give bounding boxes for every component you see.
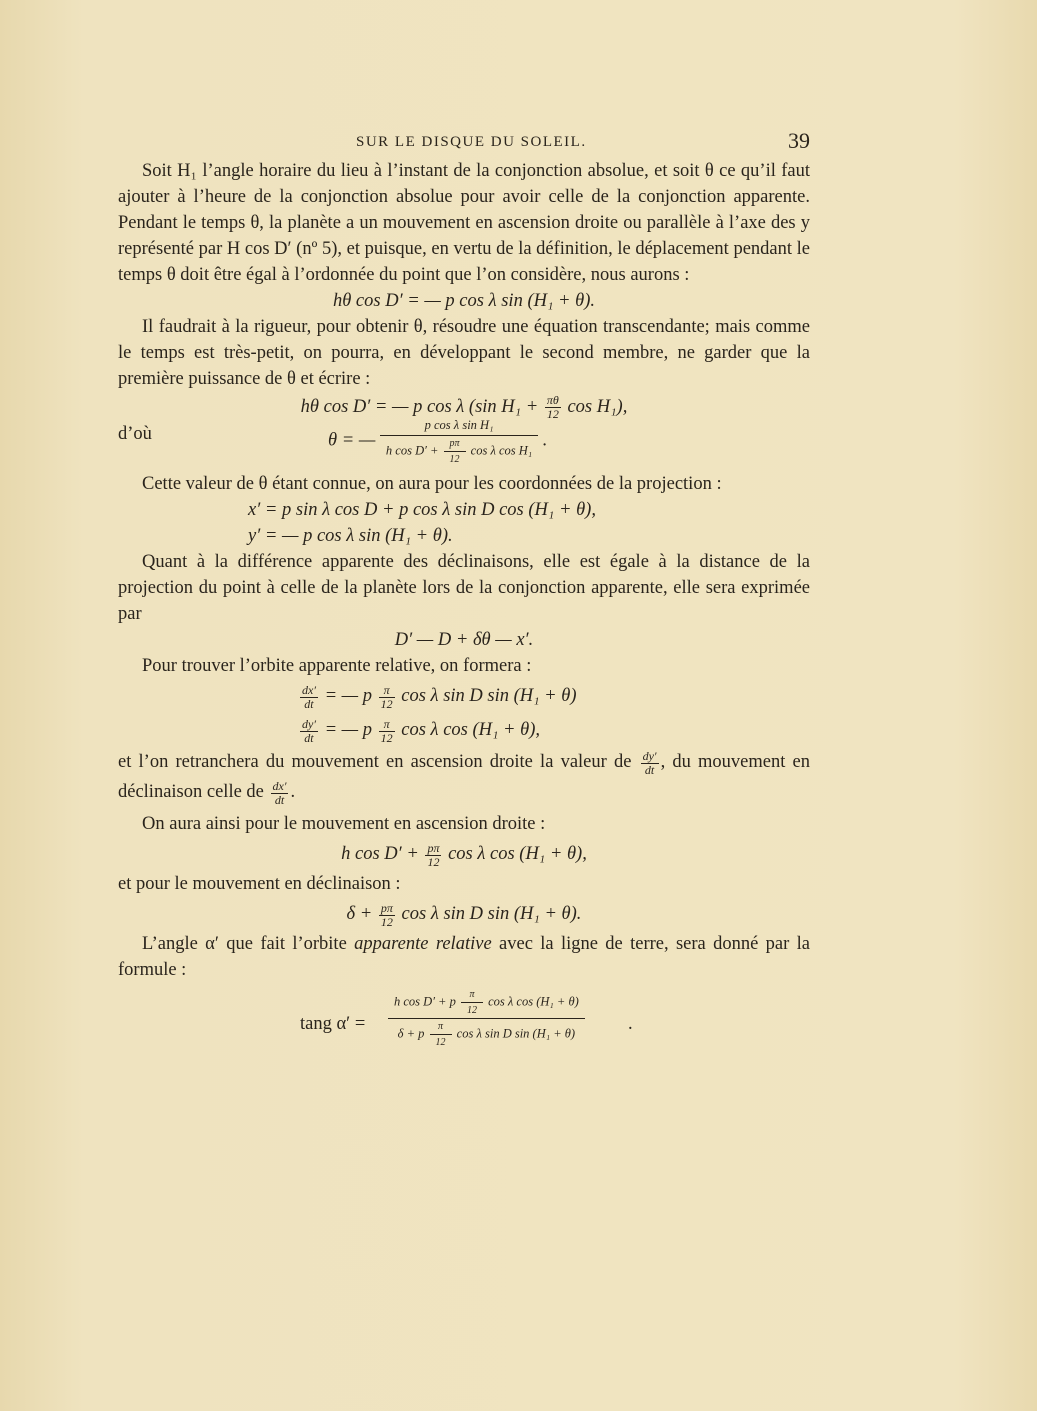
equation-2-left: hθ cos D′ = — p cos λ (sin H₁ + [300, 397, 539, 417]
fraction-denominator: 12 [466, 1005, 477, 1017]
paragraph-2: Il faudrait à la rigueur, pour obtenir θ, résoudre une équation transcendante; mais comme le temps est très-petit, on pourra, en développant le second membre, ne garder que la première puissance de θ et écrire : [118, 317, 810, 389]
equation-2-right: cos H₁), [567, 397, 628, 417]
paragraph-6 [118, 747, 810, 807]
equation-10-part-a: δ + [346, 904, 373, 925]
equation-8-rest: cos λ cos (H₁ + θ), [401, 720, 541, 741]
equation-3-fraction [380, 417, 538, 465]
tangent-formula [118, 989, 810, 1059]
paragraph-6-fraction-2 [271, 780, 289, 807]
fraction-numerator: dy′ [302, 716, 316, 731]
equation-7-mid: = — p [324, 686, 373, 707]
equation-3-numerator: p cos λ sin H₁ [380, 417, 538, 436]
fraction-numerator: π [379, 718, 395, 732]
equation-10-fraction [379, 902, 395, 929]
paragraph-8: et pour le mouvement en déclinaison : [118, 874, 401, 895]
equation-6: D′ — D + δθ — x′. [394, 630, 534, 651]
equation-4: x′ = p sin λ cos D + p cos λ sin D cos (H₁ + θ), [248, 500, 596, 521]
equation-7-pi-fraction [379, 684, 395, 711]
paragraph-5: Pour trouver l’orbite apparente relative, on formera : [142, 656, 532, 677]
equation-3-end: . [542, 430, 548, 451]
fraction-denominator: 12 [546, 407, 559, 422]
tangent-denominator-part-a: δ + p [397, 1026, 425, 1041]
fraction-numerator: π [430, 1021, 452, 1035]
fraction-denominator: 12 [449, 454, 460, 466]
paragraph-3: Cette valeur de θ étant connue, on aura pour les coordonnées de la projection : [142, 474, 722, 495]
fraction-denominator: 12 [380, 730, 393, 745]
fraction-numerator: pπ [444, 438, 466, 452]
fraction-numerator: dy′ [642, 748, 657, 763]
paragraph-9-part-a: L’angle α′ que fait l’orbite [142, 934, 347, 955]
tangent-lhs: tang α′ = [300, 1014, 366, 1035]
equation-3-row [118, 418, 810, 471]
fraction-denominator: dt [274, 792, 285, 807]
paragraph-9 [118, 931, 810, 983]
equation-1: hθ cos D′ = — p cos λ sin (H₁ + θ). [332, 291, 596, 311]
equation-7-derivative [300, 684, 318, 711]
fraction-denominator: dt [304, 730, 314, 745]
paragraph-9-part-b: avec la ligne de terre, sera donné par la formule : [118, 934, 810, 981]
fraction-numerator: dx′ [302, 682, 316, 697]
tangent-numerator-fraction [461, 989, 483, 1016]
running-title: SUR LE DISQUE DU SOLEIL. [356, 134, 587, 150]
equation-10 [118, 897, 810, 931]
equation-5: y′ = — p cos λ sin (H₁ + θ). [248, 526, 453, 547]
tangent-denominator [388, 1019, 585, 1048]
fraction-numerator: dx′ [272, 778, 287, 793]
equation-3-den-part-b: cos λ cos H₁ [470, 443, 533, 458]
paragraph-6-part-b: , du mouvement en déclinaison celle de [118, 752, 810, 803]
fraction-numerator: π [379, 684, 395, 698]
equation-3-denominator [380, 436, 538, 465]
fraction-denominator: dt [644, 762, 655, 777]
tangent-numerator-part-b: cos λ cos (H₁ + θ) [488, 994, 579, 1009]
tangent-denominator-part-b: cos λ sin D sin (H₁ + θ) [456, 1026, 576, 1041]
equation-3-lhs: θ = — [328, 430, 376, 451]
equation-8 [118, 713, 810, 747]
paragraph-6-fraction-1 [641, 750, 659, 777]
equation-7-rest: cos λ sin D sin (H₁ + θ) [401, 686, 577, 707]
equation-10-part-b: cos λ sin D sin (H₁ + θ). [401, 904, 582, 925]
paragraph-6-part-c: . [290, 782, 296, 803]
fraction-denominator: 12 [435, 1037, 446, 1049]
tangent-denominator-fraction [430, 1021, 452, 1048]
tangent-numerator [388, 989, 585, 1019]
equation-8-derivative [300, 718, 318, 745]
fraction-denominator: 12 [380, 696, 393, 711]
fraction-numerator: πθ [545, 394, 561, 408]
page-number: 39 [788, 128, 810, 153]
fraction-numerator: pπ [427, 840, 440, 855]
fraction-denominator: dt [304, 696, 314, 711]
tangent-numerator-part-a: h cos D′ + p [394, 994, 456, 1009]
equation-8-mid: = — p [324, 720, 373, 741]
fraction-numerator: π [461, 989, 483, 1003]
paragraph-9-emphasis: apparente relative [354, 934, 492, 955]
tangent-end: . [628, 1014, 633, 1035]
equation-9 [118, 837, 810, 871]
fraction-numerator: pπ [380, 900, 393, 915]
fraction-denominator: 12 [427, 854, 440, 869]
equation-3 [328, 417, 547, 465]
fraction-denominator: 12 [380, 914, 393, 929]
equation-8-pi-fraction [379, 718, 395, 745]
equation-3-den-part-a: h cos D′ + [385, 443, 439, 458]
tangent-fraction [388, 989, 585, 1048]
paragraph-6-part-a: et l’on retranchera du mouvement en ascension droite la valeur de [118, 752, 632, 773]
equation-9-fraction [425, 842, 441, 869]
paragraph-1: Soit H₁ l’angle horaire du lieu à l’instant de la conjonction absolue, et soit θ ce qu’il faut ajouter à l’heure de la conjonction absolue pour avoir celle de la conjonction apparente. Pendant le temps θ, la planète a un mouvement en ascension droite ou parallèle à l’axe des y représenté par H cos D′ (nº 5), et puisque, en vertu de la définition, le déplacement pendant le temps θ doit être égal à l’ordonnée du point que l’on considère, nous aurons : [118, 161, 810, 285]
page-body [118, 158, 810, 1059]
paragraph-4: Quant à la différence apparente des déclinaisons, elle est égale à la distance de la projection du point à celle de la planète lors de la conjonction apparente, elle sera exprimée par [118, 552, 810, 625]
equation-3-den-fraction [444, 438, 466, 465]
page-header [118, 128, 810, 158]
equation-7 [118, 679, 810, 713]
paragraph-7: On aura ainsi pour le mouvement en ascension droite : [142, 814, 546, 835]
dou-label: d’où [118, 424, 152, 445]
equation-9-part-b: cos λ cos (H₁ + θ), [448, 844, 587, 865]
equation-9-part-a: h cos D′ + [341, 844, 419, 865]
